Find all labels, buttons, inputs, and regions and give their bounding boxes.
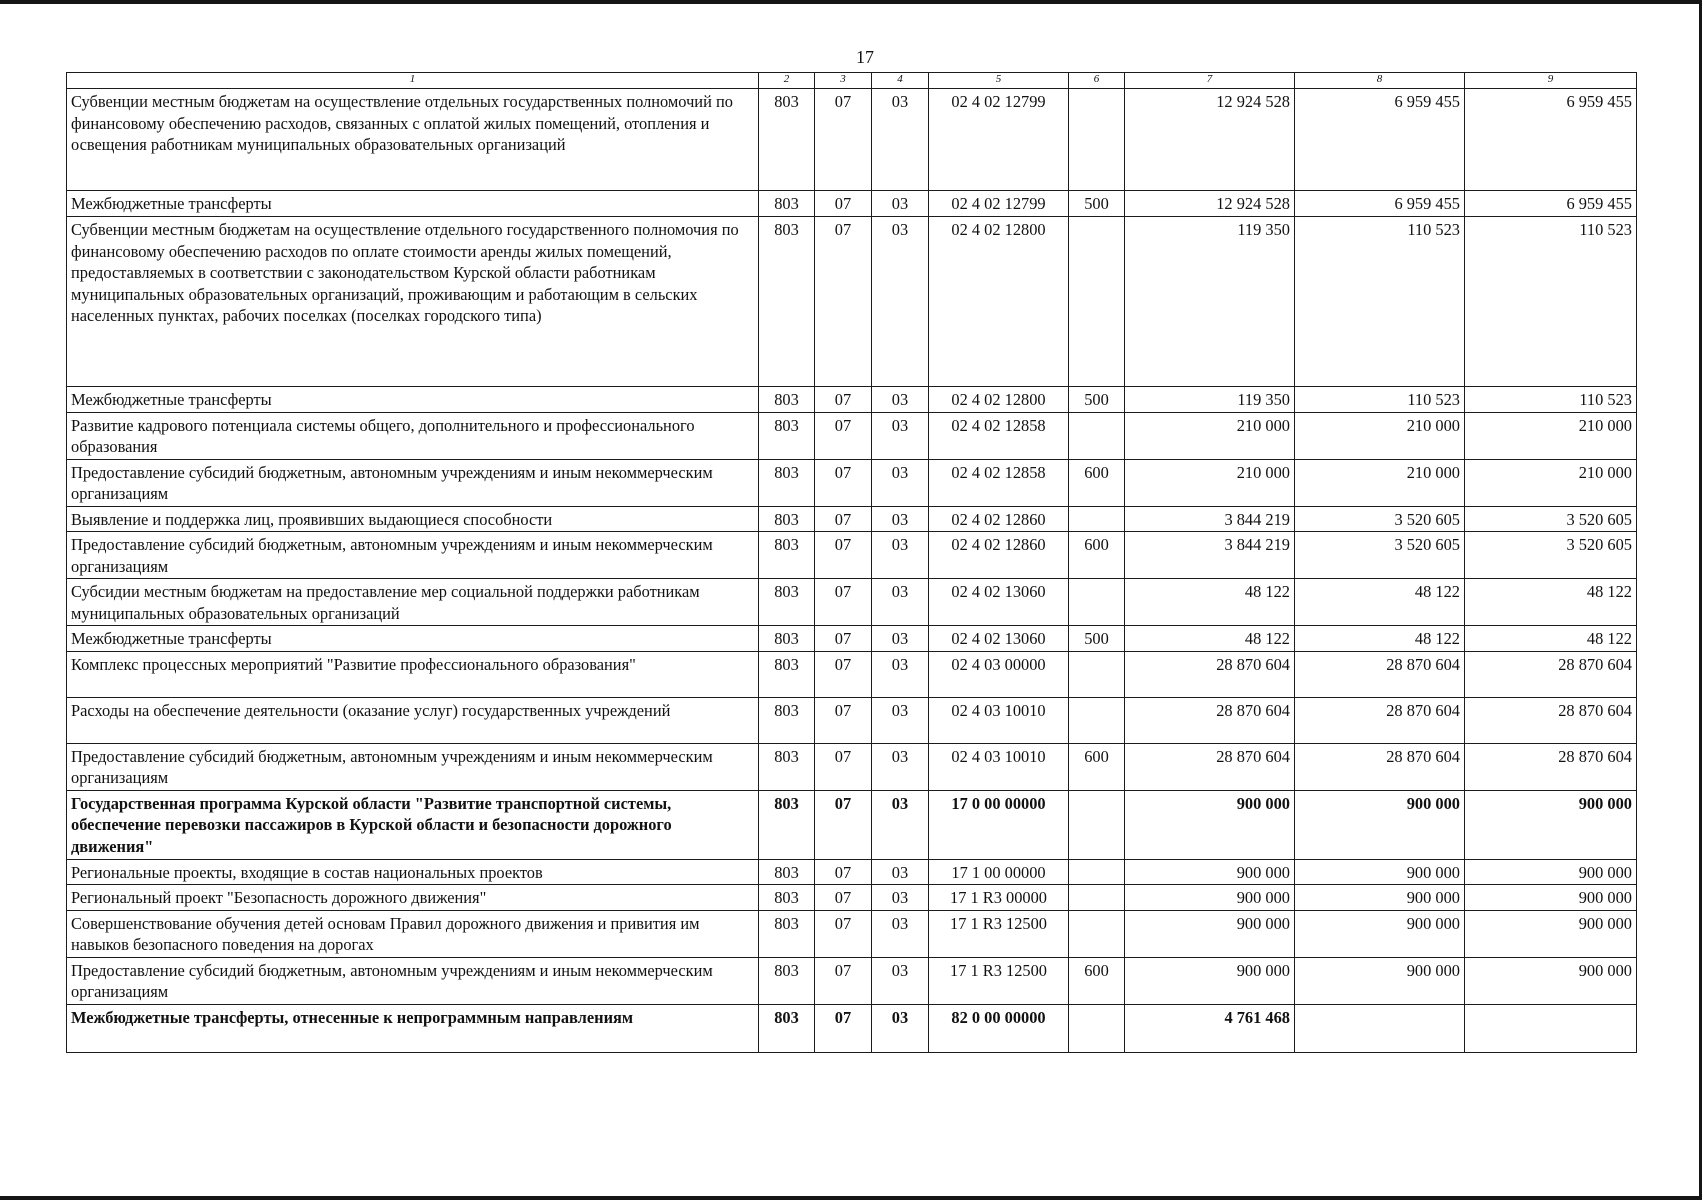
row-amount-year-3: 28 870 604	[1465, 697, 1637, 743]
row-amount-year-1: 119 350	[1125, 387, 1295, 413]
row-amount-year-2: 3 520 605	[1295, 506, 1465, 532]
row-amount-year-3: 3 520 605	[1465, 532, 1637, 579]
row-section-code: 07	[815, 743, 872, 790]
row-name: Развитие кадрового потенциала системы общего, дополнительного и профессионального образования	[67, 412, 759, 459]
row-section-code: 07	[815, 697, 872, 743]
column-header: 3	[815, 73, 872, 89]
row-ministry-code: 803	[759, 191, 815, 217]
row-ministry-code: 803	[759, 859, 815, 885]
row-ministry-code: 803	[759, 743, 815, 790]
row-target-article: 17 1 R3 12500	[929, 910, 1069, 957]
row-name: Совершенствование обучения детей основам Правил дорожного движения и привития им навыков безопасного поведения на дорогах	[67, 910, 759, 957]
row-section-code: 07	[815, 626, 872, 652]
row-section-code: 07	[815, 910, 872, 957]
row-amount-year-1: 28 870 604	[1125, 651, 1295, 697]
column-header: 2	[759, 73, 815, 89]
table-row	[67, 191, 1637, 217]
row-amount-year-1: 900 000	[1125, 790, 1295, 859]
row-amount-year-3: 3 520 605	[1465, 506, 1637, 532]
row-section-code: 07	[815, 412, 872, 459]
row-target-article: 02 4 02 13060	[929, 579, 1069, 626]
row-subsection-code: 03	[872, 910, 929, 957]
row-target-article: 17 0 00 00000	[929, 790, 1069, 859]
table-row	[67, 743, 1637, 790]
row-subsection-code: 03	[872, 957, 929, 1004]
table-row	[67, 532, 1637, 579]
column-header: 7	[1125, 73, 1295, 89]
row-section-code: 07	[815, 506, 872, 532]
row-amount-year-2: 28 870 604	[1295, 651, 1465, 697]
row-amount-year-2: 3 520 605	[1295, 532, 1465, 579]
row-amount-year-3: 110 523	[1465, 387, 1637, 413]
row-ministry-code: 803	[759, 89, 815, 191]
row-amount-year-2: 900 000	[1295, 790, 1465, 859]
row-expense-type: 600	[1069, 957, 1125, 1004]
row-subsection-code: 03	[872, 506, 929, 532]
row-target-article: 02 4 02 12860	[929, 532, 1069, 579]
row-ministry-code: 803	[759, 459, 815, 506]
row-expense-type	[1069, 651, 1125, 697]
row-expense-type: 600	[1069, 532, 1125, 579]
row-amount-year-2: 110 523	[1295, 387, 1465, 413]
row-ministry-code: 803	[759, 387, 815, 413]
row-target-article: 02 4 02 12860	[929, 506, 1069, 532]
row-subsection-code: 03	[872, 651, 929, 697]
table-row	[67, 790, 1637, 859]
row-target-article: 17 1 00 00000	[929, 859, 1069, 885]
row-name: Региональный проект "Безопасность дорожного движения"	[67, 885, 759, 911]
row-subsection-code: 03	[872, 191, 929, 217]
column-header: 9	[1465, 73, 1637, 89]
budget-table	[66, 72, 1637, 1053]
row-subsection-code: 03	[872, 412, 929, 459]
row-amount-year-2: 210 000	[1295, 459, 1465, 506]
row-amount-year-1: 48 122	[1125, 579, 1295, 626]
row-amount-year-1: 3 844 219	[1125, 506, 1295, 532]
row-target-article: 02 4 03 10010	[929, 697, 1069, 743]
row-expense-type	[1069, 885, 1125, 911]
row-name: Межбюджетные трансферты	[67, 191, 759, 217]
row-subsection-code: 03	[872, 89, 929, 191]
row-amount-year-1: 28 870 604	[1125, 743, 1295, 790]
row-amount-year-2: 900 000	[1295, 910, 1465, 957]
table-row	[67, 579, 1637, 626]
row-expense-type: 500	[1069, 387, 1125, 413]
row-target-article: 82 0 00 00000	[929, 1004, 1069, 1052]
row-amount-year-1: 28 870 604	[1125, 697, 1295, 743]
row-expense-type: 600	[1069, 743, 1125, 790]
column-header: 6	[1069, 73, 1125, 89]
row-subsection-code: 03	[872, 459, 929, 506]
row-target-article: 02 4 03 10010	[929, 743, 1069, 790]
row-amount-year-3: 28 870 604	[1465, 743, 1637, 790]
row-expense-type	[1069, 506, 1125, 532]
row-ministry-code: 803	[759, 532, 815, 579]
scan-border-bottom	[0, 1196, 1702, 1200]
row-name: Межбюджетные трансферты	[67, 387, 759, 413]
column-number-row	[67, 73, 1637, 89]
row-name: Предоставление субсидий бюджетным, автономным учреждениям и иным некоммерческим организациям	[67, 532, 759, 579]
row-amount-year-3: 6 959 455	[1465, 191, 1637, 217]
row-subsection-code: 03	[872, 885, 929, 911]
table-row	[67, 626, 1637, 652]
table-row	[67, 217, 1637, 387]
row-ministry-code: 803	[759, 412, 815, 459]
row-name: Предоставление субсидий бюджетным, автономным учреждениям и иным некоммерческим организациям	[67, 957, 759, 1004]
row-subsection-code: 03	[872, 217, 929, 387]
row-ministry-code: 803	[759, 697, 815, 743]
page-number: 17	[856, 47, 874, 67]
row-amount-year-1: 900 000	[1125, 885, 1295, 911]
scan-border-top	[0, 0, 1702, 4]
row-subsection-code: 03	[872, 626, 929, 652]
row-amount-year-3: 28 870 604	[1465, 651, 1637, 697]
row-amount-year-1: 210 000	[1125, 412, 1295, 459]
row-amount-year-3: 110 523	[1465, 217, 1637, 387]
table-row	[67, 697, 1637, 743]
row-amount-year-2	[1295, 1004, 1465, 1052]
row-amount-year-1: 900 000	[1125, 957, 1295, 1004]
row-section-code: 07	[815, 89, 872, 191]
row-amount-year-1: 4 761 468	[1125, 1004, 1295, 1052]
row-section-code: 07	[815, 387, 872, 413]
column-header: 8	[1295, 73, 1465, 89]
row-expense-type: 500	[1069, 626, 1125, 652]
table-row	[67, 885, 1637, 911]
row-expense-type	[1069, 217, 1125, 387]
row-amount-year-3: 900 000	[1465, 859, 1637, 885]
row-amount-year-1: 210 000	[1125, 459, 1295, 506]
table-row	[67, 651, 1637, 697]
row-ministry-code: 803	[759, 651, 815, 697]
row-subsection-code: 03	[872, 579, 929, 626]
row-ministry-code: 803	[759, 957, 815, 1004]
row-name: Выявление и поддержка лиц, проявивших выдающиеся способности	[67, 506, 759, 532]
row-section-code: 07	[815, 859, 872, 885]
row-amount-year-2: 28 870 604	[1295, 743, 1465, 790]
row-amount-year-3: 900 000	[1465, 910, 1637, 957]
row-ministry-code: 803	[759, 910, 815, 957]
row-section-code: 07	[815, 532, 872, 579]
row-subsection-code: 03	[872, 859, 929, 885]
row-amount-year-1: 900 000	[1125, 859, 1295, 885]
row-section-code: 07	[815, 579, 872, 626]
row-ministry-code: 803	[759, 1004, 815, 1052]
row-expense-type	[1069, 859, 1125, 885]
row-target-article: 02 4 03 00000	[929, 651, 1069, 697]
row-amount-year-3: 900 000	[1465, 885, 1637, 911]
row-target-article: 02 4 02 12800	[929, 217, 1069, 387]
row-target-article: 02 4 02 12858	[929, 412, 1069, 459]
row-section-code: 07	[815, 885, 872, 911]
row-amount-year-3	[1465, 1004, 1637, 1052]
row-ministry-code: 803	[759, 885, 815, 911]
row-name: Межбюджетные трансферты, отнесенные к непрограммным направлениям	[67, 1004, 759, 1052]
row-name: Предоставление субсидий бюджетным, автономным учреждениям и иным некоммерческим организациям	[67, 459, 759, 506]
row-amount-year-2: 48 122	[1295, 579, 1465, 626]
row-amount-year-3: 48 122	[1465, 579, 1637, 626]
row-expense-type	[1069, 910, 1125, 957]
row-expense-type	[1069, 697, 1125, 743]
row-amount-year-1: 12 924 528	[1125, 89, 1295, 191]
table-row	[67, 957, 1637, 1004]
row-amount-year-3: 210 000	[1465, 459, 1637, 506]
row-section-code: 07	[815, 957, 872, 1004]
row-expense-type	[1069, 579, 1125, 626]
row-amount-year-3: 210 000	[1465, 412, 1637, 459]
row-expense-type	[1069, 790, 1125, 859]
row-amount-year-2: 48 122	[1295, 626, 1465, 652]
row-name: Региональные проекты, входящие в состав национальных проектов	[67, 859, 759, 885]
row-amount-year-2: 900 000	[1295, 957, 1465, 1004]
row-amount-year-1: 119 350	[1125, 217, 1295, 387]
row-amount-year-2: 6 959 455	[1295, 89, 1465, 191]
row-expense-type	[1069, 412, 1125, 459]
row-subsection-code: 03	[872, 387, 929, 413]
row-name: Комплекс процессных мероприятий "Развитие профессионального образования"	[67, 651, 759, 697]
row-target-article: 02 4 02 13060	[929, 626, 1069, 652]
row-target-article: 02 4 02 12858	[929, 459, 1069, 506]
row-amount-year-2: 110 523	[1295, 217, 1465, 387]
row-section-code: 07	[815, 790, 872, 859]
table-row	[67, 910, 1637, 957]
row-subsection-code: 03	[872, 743, 929, 790]
table-row	[67, 506, 1637, 532]
row-section-code: 07	[815, 217, 872, 387]
row-target-article: 17 1 R3 12500	[929, 957, 1069, 1004]
row-name: Расходы на обеспечение деятельности (оказание услуг) государственных учреждений	[67, 697, 759, 743]
row-ministry-code: 803	[759, 790, 815, 859]
row-section-code: 07	[815, 1004, 872, 1052]
row-amount-year-1: 900 000	[1125, 910, 1295, 957]
table-row	[67, 859, 1637, 885]
row-name: Субвенции местным бюджетам на осуществление отдельных государственных полномочий по финансовому обеспечению расходов, связанных с оплатой жилых помещений, отопления и освещения работникам муниципальных образовательных организаций	[67, 89, 759, 191]
row-ministry-code: 803	[759, 217, 815, 387]
row-amount-year-2: 900 000	[1295, 885, 1465, 911]
row-expense-type: 500	[1069, 191, 1125, 217]
row-name: Предоставление субсидий бюджетным, автономным учреждениям и иным некоммерческим организациям	[67, 743, 759, 790]
row-subsection-code: 03	[872, 790, 929, 859]
row-expense-type	[1069, 1004, 1125, 1052]
row-expense-type: 600	[1069, 459, 1125, 506]
row-section-code: 07	[815, 459, 872, 506]
row-section-code: 07	[815, 651, 872, 697]
row-section-code: 07	[815, 191, 872, 217]
row-amount-year-1: 48 122	[1125, 626, 1295, 652]
table-row	[67, 412, 1637, 459]
table-row	[67, 89, 1637, 191]
row-amount-year-2: 210 000	[1295, 412, 1465, 459]
row-amount-year-3: 48 122	[1465, 626, 1637, 652]
row-target-article: 02 4 02 12799	[929, 191, 1069, 217]
column-header: 1	[67, 73, 759, 89]
column-header: 5	[929, 73, 1069, 89]
row-name: Субсидии местным бюджетам на предоставление мер социальной поддержки работникам муниципальных образовательных организаций	[67, 579, 759, 626]
row-name: Государственная программа Курской области "Развитие транспортной системы, обеспечение перевозки пассажиров в Курской области и безопасности дорожного движения"	[67, 790, 759, 859]
row-amount-year-1: 3 844 219	[1125, 532, 1295, 579]
row-subsection-code: 03	[872, 1004, 929, 1052]
row-ministry-code: 803	[759, 626, 815, 652]
row-amount-year-3: 900 000	[1465, 790, 1637, 859]
column-header: 4	[872, 73, 929, 89]
row-target-article: 17 1 R3 00000	[929, 885, 1069, 911]
row-amount-year-1: 12 924 528	[1125, 191, 1295, 217]
table-row	[67, 387, 1637, 413]
row-amount-year-2: 6 959 455	[1295, 191, 1465, 217]
row-expense-type	[1069, 89, 1125, 191]
table-row	[67, 459, 1637, 506]
row-ministry-code: 803	[759, 579, 815, 626]
row-target-article: 02 4 02 12799	[929, 89, 1069, 191]
row-subsection-code: 03	[872, 697, 929, 743]
row-amount-year-2: 900 000	[1295, 859, 1465, 885]
row-ministry-code: 803	[759, 506, 815, 532]
table-row	[67, 1004, 1637, 1052]
row-target-article: 02 4 02 12800	[929, 387, 1069, 413]
row-amount-year-2: 28 870 604	[1295, 697, 1465, 743]
row-amount-year-3: 900 000	[1465, 957, 1637, 1004]
row-name: Межбюджетные трансферты	[67, 626, 759, 652]
row-name: Субвенции местным бюджетам на осуществление отдельного государственного полномочия по финансовому обеспечению расходов по оплате стоимости аренды жилых помещений, предоставляемых в соответствии с законодательством Курской области работникам муниципальных образовательных организаций, проживающим и работающим в сельских населенных пунктах, рабочих поселках (поселках городского типа)	[67, 217, 759, 387]
row-subsection-code: 03	[872, 532, 929, 579]
row-amount-year-3: 6 959 455	[1465, 89, 1637, 191]
